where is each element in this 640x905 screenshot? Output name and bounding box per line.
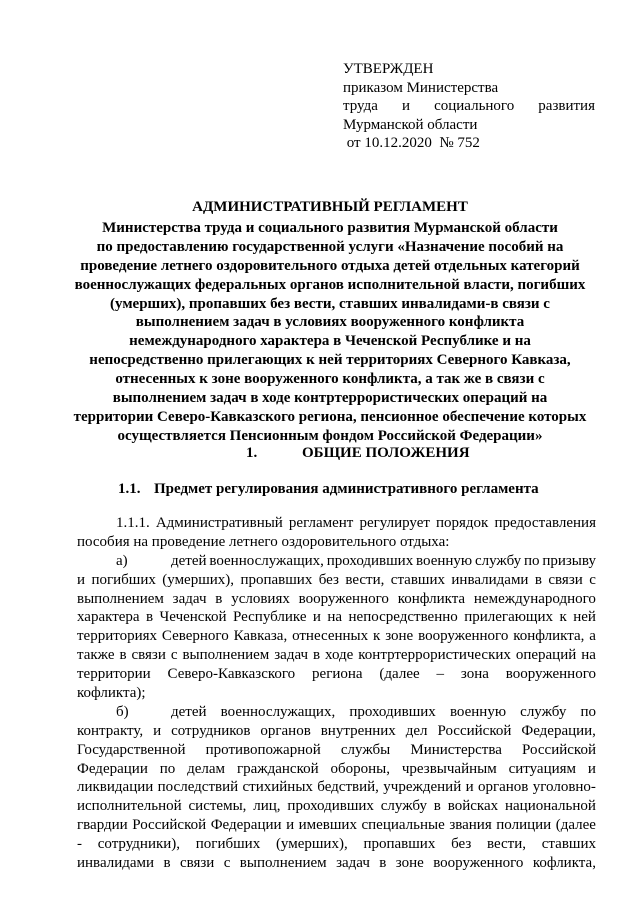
word: выполнением [239, 855, 327, 872]
paragraph-line [77, 514, 596, 533]
word: - [77, 836, 82, 853]
paragraph-line [77, 571, 596, 590]
word: задач [274, 647, 309, 664]
word: полиции [496, 817, 552, 834]
word: задач [336, 855, 370, 872]
word: контртеррористических [358, 647, 511, 664]
approval-stamp [343, 60, 595, 153]
word: также [77, 647, 115, 664]
word: проходивших [349, 703, 436, 720]
word: к [559, 609, 567, 626]
word: конфликта [397, 590, 466, 607]
word: без [318, 571, 339, 588]
word: учреждений [383, 779, 462, 796]
word: обороны, [330, 760, 391, 777]
approval-word: социального [434, 98, 515, 114]
word: контракту, [77, 722, 144, 739]
word: Российской [437, 722, 512, 739]
word: вооруженного [418, 628, 509, 645]
word: вести, [487, 836, 527, 853]
word: Федерации [210, 817, 282, 834]
approval-line: Мурманской области [343, 116, 478, 133]
title-line: Министерства труда и социального развития Мурманской области [102, 219, 558, 236]
word: с [170, 647, 178, 664]
word: военную [449, 703, 507, 720]
word: ходе [325, 647, 354, 664]
word: в [215, 590, 223, 607]
word: бедствий, [317, 779, 379, 796]
word: связи [548, 571, 583, 588]
word: службы [340, 741, 391, 758]
word: связи [131, 647, 166, 664]
word: проходивших [326, 552, 414, 569]
word: (умерших), [275, 836, 348, 853]
word: и [312, 609, 321, 626]
word: инвалидами [77, 855, 155, 872]
word: в [534, 571, 542, 588]
word: отнесенных [292, 628, 369, 645]
word: военную [416, 552, 473, 569]
word: регламент [288, 515, 354, 531]
paragraph-line [77, 854, 596, 873]
word: призыву [542, 552, 596, 569]
word: по [580, 703, 596, 720]
word: противопожарной [205, 741, 321, 758]
word: ситуациям [508, 760, 577, 777]
word: органов [477, 779, 529, 796]
section-title: ОБЩИЕ ПОЛОЖЕНИЯ [302, 445, 470, 461]
word: гражданской [236, 760, 319, 777]
word: детей [171, 703, 207, 720]
word: вести, [345, 571, 385, 588]
word: условиях [231, 590, 290, 607]
word: службу [520, 703, 567, 720]
title-line: отнесенных к зоне вооруженного конфликта, а так же в связи с [115, 371, 545, 388]
word: и [465, 779, 474, 796]
paragraph-line [77, 627, 596, 646]
paragraph-line [171, 703, 596, 722]
word: Северо-Кавказского [167, 666, 296, 683]
word: Государственной [77, 741, 186, 758]
word: задач [172, 590, 207, 607]
paragraph-line [77, 590, 596, 609]
list-item-label: а) [116, 552, 128, 569]
word: гвардии [77, 817, 128, 834]
word: регулирует [359, 515, 430, 531]
paragraph-line: пособия на проведение летнего оздоровительного отдыха: [77, 533, 450, 550]
word: стихийных [242, 779, 313, 796]
word: дел [405, 722, 428, 739]
word: территории [77, 666, 151, 683]
word: зона [460, 666, 489, 683]
word: инвалидами [451, 571, 529, 588]
paragraph-line [77, 722, 596, 741]
title-line: (умерших), пропавших без вести, ставших инвалидами-в связи с [110, 295, 550, 312]
word: исполнительной [77, 798, 182, 815]
word: вооруженного [298, 590, 389, 607]
word: прилегающих [464, 609, 554, 626]
word: детей [171, 552, 207, 569]
word: и [286, 817, 295, 834]
word: региона [312, 666, 363, 683]
word: пропавших [240, 571, 313, 588]
title-line: осуществляется Пенсионным фондом Российской Федерации» [117, 427, 543, 444]
subsection-title: Предмет регулирования административного регламента [154, 481, 539, 497]
word: проходивших [287, 798, 374, 815]
word: ней [573, 609, 596, 626]
body-text [77, 514, 596, 873]
word: Министерства [410, 741, 502, 758]
title-line: выполнением задач в ходе контртеррористических операций на [112, 390, 548, 407]
word: Федерации [77, 760, 148, 777]
word: делам [187, 760, 226, 777]
word: без [451, 836, 472, 853]
paragraph-line [77, 760, 596, 779]
word: Северного [161, 628, 229, 645]
word: в [433, 798, 441, 815]
word: немеждународного [473, 590, 596, 607]
word: органов [260, 722, 311, 739]
paragraph-line [77, 778, 596, 797]
word: связи [179, 855, 215, 872]
word: и [587, 760, 596, 777]
word: – [436, 666, 444, 683]
word: последствий [157, 779, 239, 796]
word: (далее [555, 817, 596, 834]
word: в [146, 609, 154, 626]
word: зоне [385, 628, 414, 645]
word: по [523, 552, 540, 569]
approval-line: приказом Министерства [343, 79, 499, 96]
word: Российской [132, 817, 207, 834]
word: кофликта, [532, 855, 596, 872]
list-item-label: б) [116, 703, 129, 720]
paragraph-line: кофликта); [77, 685, 146, 702]
word: выполнением [182, 647, 270, 664]
word: и [153, 722, 162, 739]
word: звания [449, 817, 492, 834]
paragraph-line [77, 665, 596, 684]
word: сотрудников [171, 722, 251, 739]
paragraph-line [77, 835, 596, 854]
word: по [159, 760, 176, 777]
title-line: по предоставлению государственной услуги «Назначение пособий на [96, 238, 564, 255]
word: национальной [505, 798, 596, 815]
word: ставших [390, 571, 445, 588]
paragraph-line [77, 816, 596, 835]
word: (далее [379, 666, 420, 683]
word: в [313, 647, 321, 664]
approval-word: развития [538, 98, 595, 114]
word: непосредственно [348, 609, 458, 626]
title-line: выполнением задач в условиях вооруженного конфликта [135, 314, 525, 331]
approval-line: УТВЕРЖДЕН [343, 61, 434, 77]
list-item-a [77, 552, 596, 571]
word: в [379, 855, 387, 872]
word: военнослужащих, [220, 703, 336, 720]
word: погибших [195, 836, 261, 853]
word: внутренних [320, 722, 396, 739]
word: (умерших), [162, 571, 235, 588]
subsection-number: 1.1. [118, 481, 141, 497]
word: предоставления [494, 515, 596, 531]
word: уголовно- [532, 779, 596, 796]
word: Российской [522, 741, 596, 758]
word: ликвидации [77, 779, 154, 796]
paragraph-line [77, 646, 596, 665]
word: вооруженного [505, 666, 596, 683]
word: на [327, 609, 343, 626]
word: зоне [395, 855, 424, 872]
word: лиц, [253, 798, 281, 815]
word: 1.1.1. [116, 515, 150, 531]
word: конфликта, [513, 628, 585, 645]
word: территориях [77, 628, 158, 645]
word: ставших [541, 836, 596, 853]
word: вооруженного [433, 855, 524, 872]
word: сотрудники), [97, 836, 181, 853]
word: Республике [232, 609, 307, 626]
word: Чеченской [159, 609, 227, 626]
word: выполнением [77, 590, 164, 607]
word: системы, [188, 798, 247, 815]
word: на [581, 647, 596, 664]
document-title-block [60, 198, 600, 446]
word: войсках [447, 798, 499, 815]
approval-date-line: от 10.12.2020 № 752 [343, 135, 480, 151]
approval-word: и [401, 98, 410, 114]
word: характера [77, 609, 140, 626]
title-line: непосредственно прилегающих к ней территориях Северного Кавказа, [89, 352, 571, 369]
title-line: военнослужащих федеральных органов исполнительной власти, погибших [74, 276, 586, 293]
paragraph-line [77, 797, 596, 816]
word: к [373, 628, 381, 645]
paragraph-line [77, 741, 596, 760]
word: с [223, 855, 231, 872]
word: специальные [361, 817, 445, 834]
approval-line [343, 97, 595, 116]
section-number: 1. [246, 445, 258, 461]
word: чрезвычайным [401, 760, 497, 777]
document-title: АДМИНИСТРАТИВНЫЙ РЕГЛАМЕНТ [192, 199, 468, 215]
word: а [589, 628, 596, 645]
word: операций [515, 647, 577, 664]
word: Кавказа, [233, 628, 288, 645]
word: с [589, 571, 596, 588]
word: военнослужащих, [209, 552, 324, 569]
list-item-b [77, 703, 596, 722]
word: погибших [91, 571, 156, 588]
word: в [163, 855, 171, 872]
paragraph-line [171, 552, 596, 571]
paragraph-line [77, 608, 596, 627]
word: службу [474, 552, 522, 569]
word: Федерации, [521, 722, 596, 739]
word: имевших [298, 817, 357, 834]
word: и [77, 571, 86, 588]
word: Административный [155, 515, 283, 531]
title-line: территории Северо-Кавказского региона, пенсионное обеспечение которых [73, 408, 587, 425]
word: службу [380, 798, 427, 815]
approval-word: труда [343, 98, 378, 114]
title-line: немеждународного характера в Чеченской Республике и на [129, 333, 531, 350]
word: пропавших [363, 836, 436, 853]
word: в [119, 647, 127, 664]
title-line: проведение летнего оздоровительного отдыха детей отдельных категорий [80, 257, 580, 274]
word: порядок [436, 515, 489, 531]
